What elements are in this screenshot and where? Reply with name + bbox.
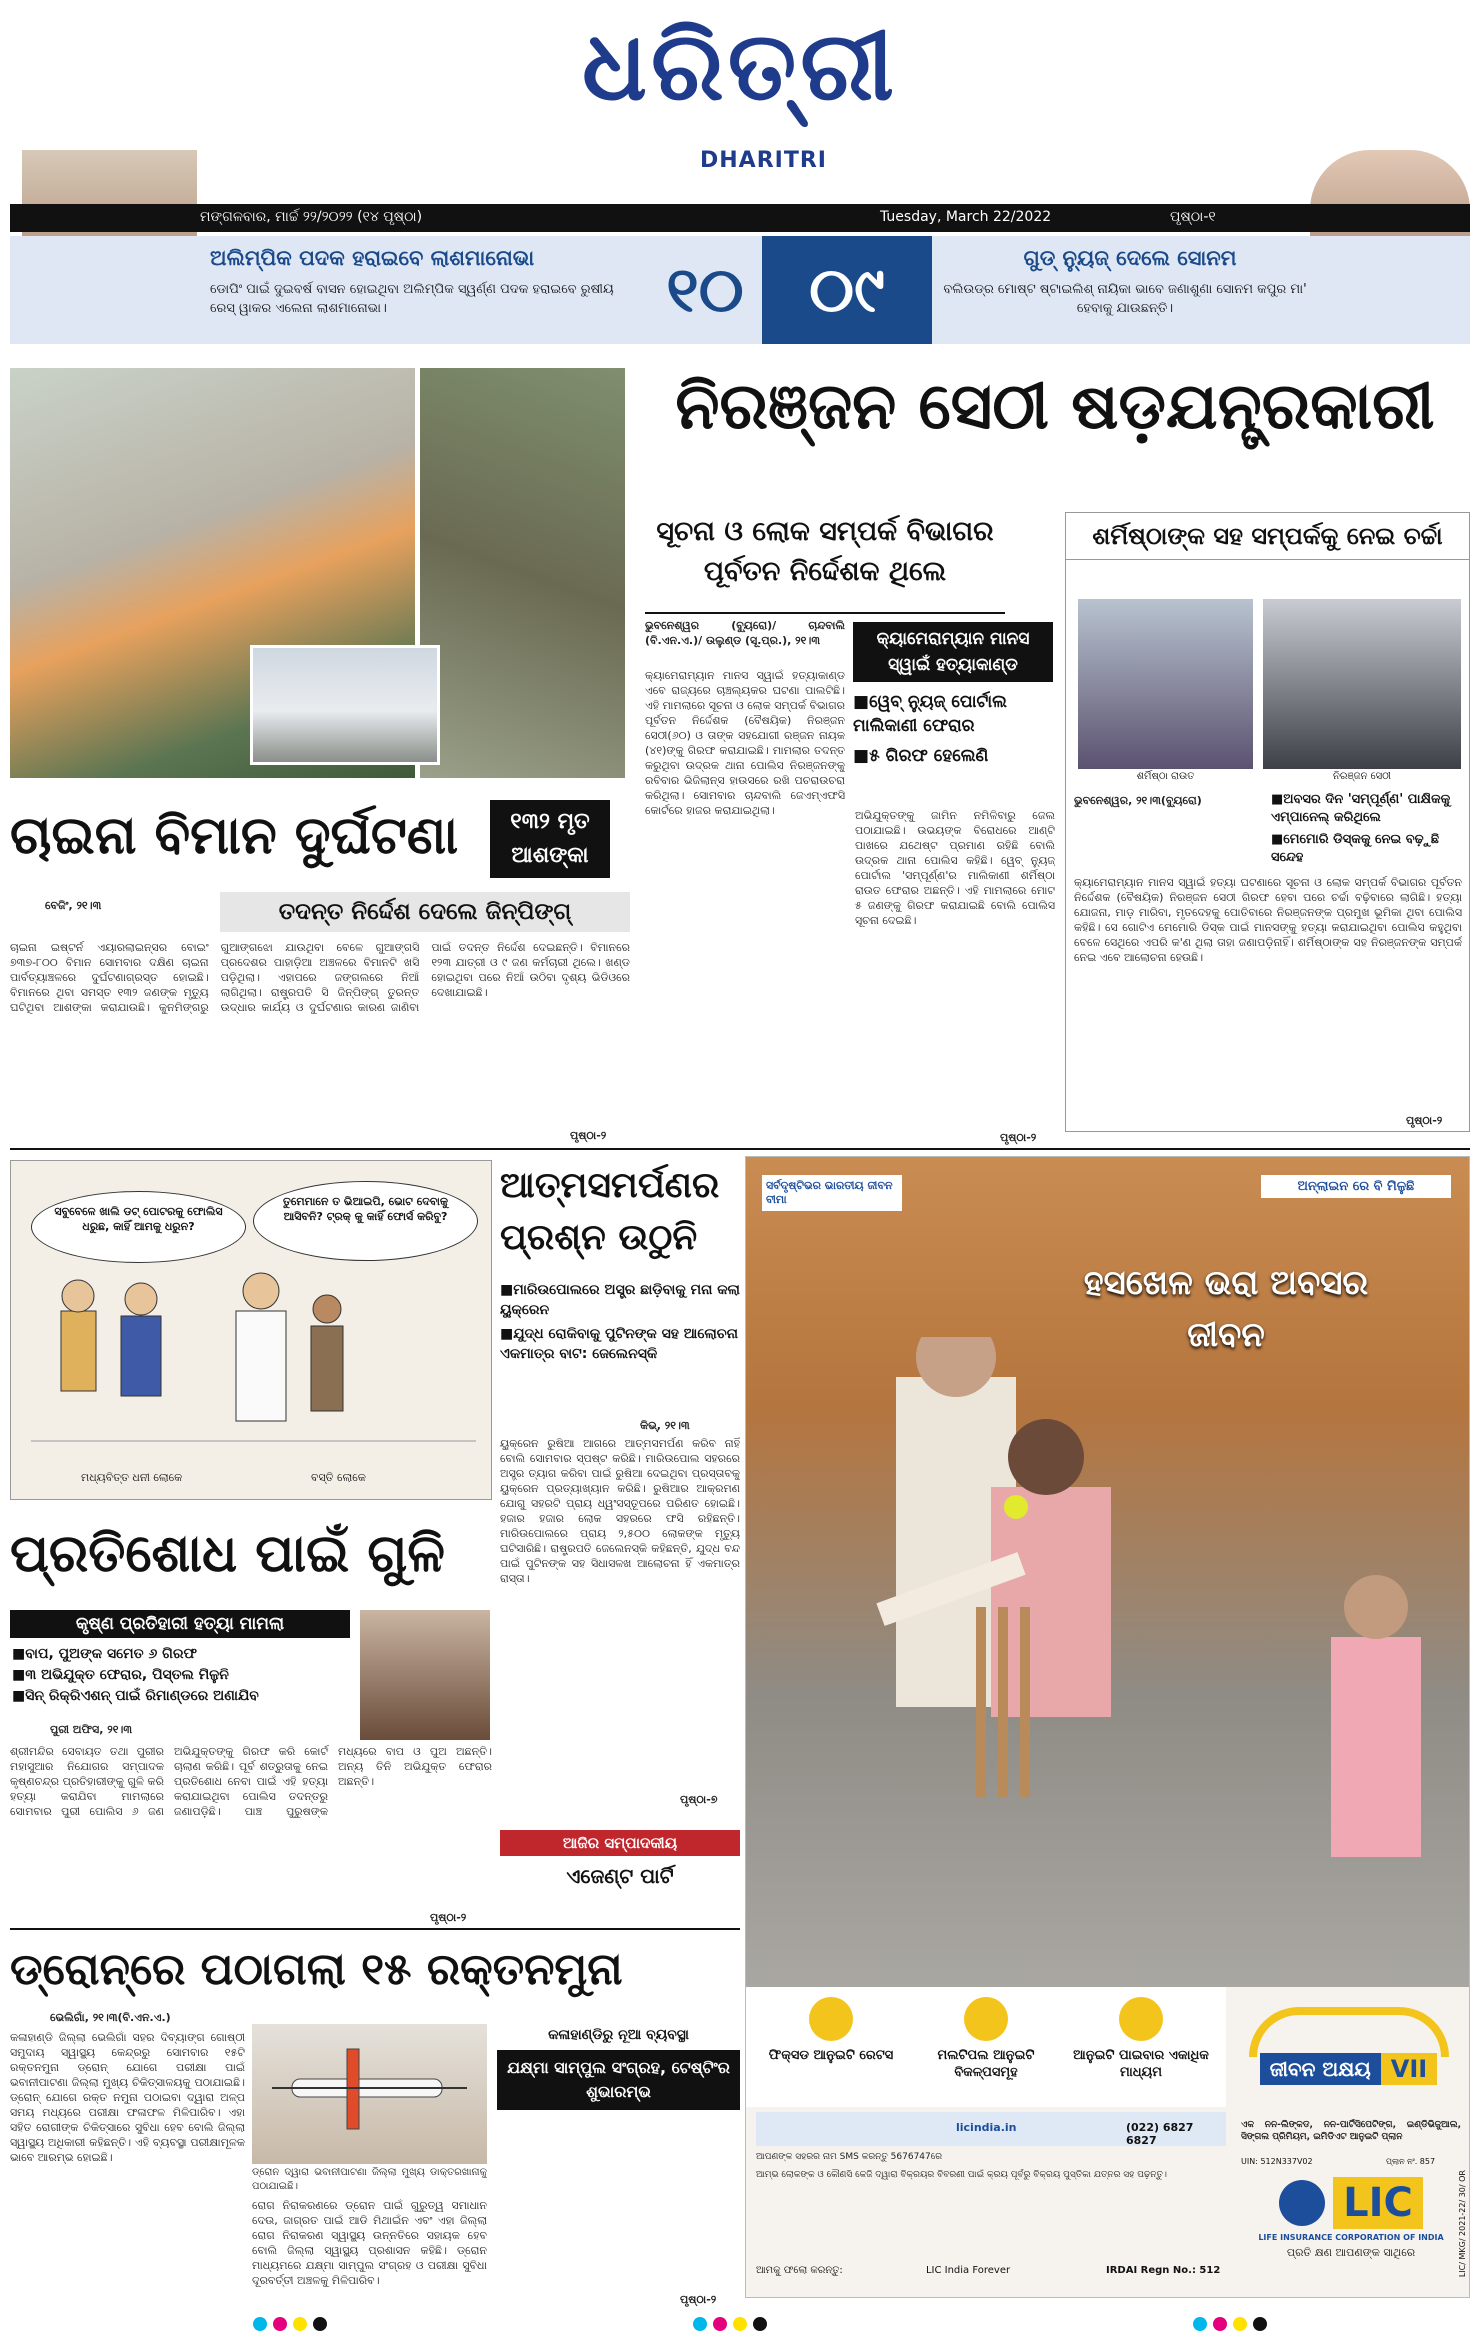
date-odia: ମଙ୍ଗଳବାର, ମାର୍ଚ୍ଚ ୨୨/୨୦୨୨ (୧୪ ପୃଷ୍ଠା): [200, 209, 423, 225]
plan-no: ପ୍ଲାନ ନଂ. 857: [1386, 2157, 1436, 2166]
teaser-left-title: ଅଲିମ୍ପିକ ପଦକ ହରାଇବେ ଲାଶମାନୋଭା: [210, 246, 535, 270]
surrender-point-1: ■ ମାରିଉପୋଲରେ ଅସ୍ତ୍ର ଛାଡ଼ିବାକୁ ମନା କଲା ୟୁକ୍ରେନ: [500, 1280, 740, 1320]
man-1: [61, 1311, 96, 1391]
kalahandi-title: ଯକ୍ଷ୍ମା ସାମ୍ପୁଲ ସଂଗ୍ରହ, ଟେଷ୍ଟିଂର ଶୁଭାରମ୍ଭ: [497, 2050, 740, 2110]
date-english: Tuesday, March 22/2022: [880, 209, 1052, 225]
sharmistha-caption: ଶର୍ମିଷ୍ଠା ରାଉତ: [1136, 771, 1195, 782]
cartoon-bubble-1: ସବୁବେଳେ ଖାଲି ଡଟ୍ ପୋଟରକୁ ଫୋଲିସ ଧରୁଛ, କାହିଁ ଆମକୁ ଧରୁନ?: [31, 1191, 246, 1263]
sharmistha-photo: [1078, 599, 1253, 769]
stump-2: [998, 1607, 1008, 1797]
revenge-continued: ପୃଷ୍ଠା-୨: [430, 1911, 467, 1924]
crash-tag: ୧୩୨ ମୃତ ଆଶଙ୍କା: [490, 800, 610, 878]
drone-dateline: ଭେଲିଗାଁ, ୨୧।୩(ବି.ଏନ.ଏ.): [50, 2011, 171, 2024]
ad-cricket-scene: [786, 1337, 1426, 1957]
uin: UIN: 512N337V02: [1241, 2157, 1313, 2166]
sms-info: ଆପଣଙ୍କ ସହରର ନାମ SMS କରନ୍ତୁ 5676747ରେ: [756, 2152, 943, 2162]
multiple-options-icon: [964, 1997, 1008, 2041]
lic-ad: [745, 1156, 1470, 2298]
teaser-right-title: ଗୁଡ୍ ନ୍ୟୁଜ୍ ଦେଲେ ସୋନମ: [1023, 246, 1237, 270]
follow-label: ଆମକୁ ଫଲୋ କରନ୍ତୁ:: [756, 2265, 843, 2276]
cartoon-bubble-2: ତୁମେମାନେ ତ ଭିଆଇପି, ଭୋଟ ଦେବାକୁ ଆସିବନି? ଟ୍ରକ୍ କୁ କାହିଁ ଫୋର୍ସ କରିବୁ?: [253, 1181, 478, 1261]
jeevan-akshay-logo: [1236, 2007, 1461, 2117]
date-bar: [10, 204, 1470, 232]
lead-dateline: ଭୁବନେଶ୍ୱର (ବ୍ୟୁରୋ)/ ଚାନ୍ଦବାଲି (ବି.ଏନ.ଏ.)/ ଉଲୁଣ୍ଡ (ସୂ.ପ୍ର.), ୨୧।୩: [645, 619, 845, 647]
girl-head: [1344, 1575, 1408, 1639]
lead-body-col-2: ଅଭିଯୁକ୍ତଙ୍କୁ ଜାମିନ ନମିଳିବାରୁ ଜେଲ ପଠାଯାଇଛି। ଉଭୟଙ୍କ ବିରୋଧରେ ଆଣ୍ଟି ପାଖରେ ଯଥେଷ୍ଟ ପ୍ରମାଣ ରହିଛି ବୋଲି ଉଦ୍ରକ ଥାନା ପୋଲିସ କହିଛି। ୱେବ୍ ନ୍ୟୁଜ୍ ପୋର୍ଟାଲ 'ସମ୍ପୂର୍ଣ୍ଣ'ର ମାଲିକାଣୀ ଶର୍ମିଷ୍ଠା ରାଉତ ଫେରାର ଅଛନ୍ତି। ଏହି ମାମଲାରେ ମୋଟ ୫ ଜଣଙ୍କୁ ଗିରଫ କରାଯାଇଛି ବୋଲି ପୋଲିସ ସୂଚନା ଦେଇଛି।: [855, 809, 1055, 927]
logo: [520, 10, 960, 130]
surrender-headline: ଆତ୍ମସମର୍ପଣର ପ୍ରଶ୍ନ ଉଠୁନି: [500, 1165, 720, 1258]
plan-description: ଏକ ନନ-ଲିଙ୍କଡ, ନନ-ପାର୍ଟିସିପେଟିଙ୍ଗ, ଇଣ୍ଡିଭିଜୁଆଲ, ସିଙ୍ଗଲ ପ୍ରିମିୟମ, ଇମିଡିଏଟ ଆନୁଇଟି ପ୍ଲାନ: [1241, 2120, 1461, 2142]
website[interactable]: licindia.in: [956, 2121, 1017, 2134]
worker-head: [313, 1295, 341, 1323]
boy-head: [1008, 1419, 1084, 1495]
fixed-rate-icon: [809, 1997, 853, 2041]
masthead: [0, 0, 1480, 205]
irdai-number: IRDAI Regn No.: 512: [1106, 2265, 1221, 2276]
lic-brand-block: [1241, 2177, 1461, 2289]
lead-headline: ନିରଞ୍ଜନ ସେଠୀ ଷଡ଼ଯନ୍ତ୍ରକାରୀ: [675, 370, 1435, 444]
reg-mark-3: [1190, 2316, 1270, 2335]
surrender-point-2: ■ ଯୁଦ୍ଧ ରୋକିବାକୁ ପୁଟିନଙ୍କ ସହ ଆଲୋଚନା ଏକମାତ୍ର ବାଟ: ଜେଲେନସ୍କି: [500, 1324, 740, 1364]
editorial-label: ଆଜିର ସମ୍ପାଦକୀୟ: [500, 1830, 740, 1856]
plan-name: ଜୀବନ ଅକ୍ଷୟ: [1260, 2053, 1381, 2085]
ad-disclaimer: ଆମ୍ଭ ଲୋକଙ୍କ ଓ କୌଣସି କେଜି ଦ୍ୱାରା ବିକ୍ରୟର ବିବରଣୀ ପାଇଁ କ୍ରୟ ପୂର୍ବରୁ ବିକ୍ରୟ ପୁସ୍ତିକା ଯତ୍ନର ସହ ପଢ଼ନ୍ତୁ।: [756, 2170, 1167, 2180]
lic-tagline: ପ୍ରତି କ୍ଷଣ ଆପଣଙ୍କ ସାଥିରେ: [1286, 2246, 1416, 2259]
cartoon-caption-left: ମଧ୍ୟବିତ୍ତ ଧନୀ ଲୋକେ: [81, 1471, 183, 1484]
surrender-body: ୟୁକ୍ରେନ ରୁଷିଆ ଆଗରେ ଆତ୍ମସମର୍ପଣ କରିବ ନାହିଁ ବୋଲି ସୋମବାର ସ୍ପଷ୍ଟ କରିଛି। ମାରିଉପୋଲ ସହରରେ ଅସ୍ତ୍ର ତ୍ୟାଗ କରିବା ପାଇଁ ରୁଷିଆ ଦେଇଥିବା ପ୍ରସ୍ତାବକୁ ୟୁକ୍ରେନ ପ୍ରତ୍ୟାଖ୍ୟାନ କରିଛି। ରୁଷିଆର ଆକ୍ରମଣ ଯୋଗୁ ସହରଟି ପ୍ରାୟ ଧ୍ୱଂସସ୍ତୂପରେ ପରିଣତ ହୋଇଛି। ହଜାର ହଜାର ଲୋକ ସହରରେ ଫସି ରହିଛନ୍ତି। ମାରିଉପୋଲରେ ପ୍ରାୟ ୨,୫୦୦ ଲୋକଙ୍କ ମୃତ୍ୟୁ ଘଟିସାରିଛି। ରାଷ୍ଟ୍ରପତି ଜେଲେନସ୍କି କହିଛନ୍ତି, ଯୁଦ୍ଧ ବନ୍ଦ ପାଇଁ ପୁଟିନଙ୍କ ସହ ସିଧାସଳଖ ଆଲୋଚନା ହିଁ ଏକମାତ୍ର ରାସ୍ତା।: [500, 1437, 740, 1585]
editorial-title: ଏଜେଣ୍ଟ ପାର୍ଟି: [566, 1864, 674, 1888]
lead-box-title: କ୍ୟାମେରାମ୍ୟାନ ମାନସ ସ୍ୱାଇଁ ହତ୍ୟାକାଣ୍ଡ: [853, 622, 1053, 682]
man-2-head: [125, 1283, 157, 1315]
lead-body-col-1: କ୍ୟାମେରାମ୍ୟାନ ମାନସ ସ୍ୱାଇଁ ହତ୍ୟାକାଣ୍ଡ ଏବେ ରାଜ୍ୟରେ ଚାଞ୍ଚଲ୍ୟକର ଘଟଣା ପାଲଟିଛି। ଏହି ମାମଲାରେ ସୂଚନା ଓ ଲୋକ ସମ୍ପର୍କ ବିଭାଗର ପୂର୍ବତନ ନିର୍ଦ୍ଦେଶକ (ବୈଷୟିକ) ନିରଞ୍ଜନ ସେଠୀ(୬୦) ଓ ତାଙ୍କ ସହଯୋଗୀ ରଞ୍ଜନ ନାୟକ (୪୧)ଙ୍କୁ ଗିରଫ କରାଯାଇଛି। ମାମଲାର ତଦନ୍ତ କରୁଥିବା ଉଦ୍ରକ ଥାନା ପୋଲିସ ନିରଞ୍ଜନଙ୍କୁ ରବିବାର ଭିଜିଲାନ୍ସ ହାଉସରେ ରଖି ପଚରାଉଚରା କରିଥିଲା। ସୋମବାର ଚାନ୍ଦବାଲି ଜେଏମ୍ଏଫସି କୋର୍ଟରେ ହାଜର କରାଯାଇଥିଲା।: [645, 669, 845, 817]
politician-head: [243, 1273, 279, 1309]
cartoon: [10, 1160, 492, 1500]
feature-2: ମଲଟିପଲ ଆନୁଇଟି ବିକଳ୍ପସମୂହ: [911, 1997, 1061, 2081]
stump-3: [1020, 1607, 1030, 1797]
drone-body-2: ରୋଗ ନିରାକରଣରେ ଡ୍ରୋନ ପାଇଁ ଗୁରୁତ୍ୱ ସମାଧାନ ଦେଉ, ଜାଗ୍ରତ ପାଇଁ ଆଡି ମିଥାଇଁନ ଏବଂ ଏହା ଜିଲ୍ଲା ରୋଗ ନିରାକରଣ ସ୍ୱାସ୍ଥ୍ୟ ଉନ୍ନତିରେ ସହାୟକ ହେବ ବୋଲି ଜିଲ୍ଲା ସ୍ୱାସ୍ଥ୍ୟ ପ୍ରଶାସନ କହିଛି। ଡ୍ରୋନ ମାଧ୍ୟମରେ ଯକ୍ଷ୍ମା ସାମ୍ପୁଲ ସଂଗ୍ରହ ଓ ପରୀକ୍ଷା ସୁବିଧା ଦୂରବର୍ତ୍ତୀ ଅଞ୍ଚଳକୁ ମିଳିପାରିବ।: [252, 2199, 487, 2287]
ad-side-code: LIC/ MKG/ 2021-22/ 30/ OR: [1458, 2170, 1467, 2278]
annuity-mode-icon: [1119, 1997, 1163, 2041]
divider-1: [10, 1148, 1470, 1150]
reg-mark-2: [690, 2316, 770, 2335]
side-headline: ଶର୍ମିଷ୍ଠାଙ୍କ ସହ ସମ୍ପର୍କକୁ ନେଇ ଚର୍ଚ୍ଚା: [1066, 513, 1469, 560]
kalahandi-label: କଳାହାଣ୍ଡିରୁ ନୂଆ ବ୍ୟବସ୍ଥା: [548, 2027, 689, 2043]
revenge-tag: କୃଷ୍ଣ ପ୍ରତିହାରୀ ହତ୍ୟା ମାମଲା: [10, 1610, 350, 1638]
revenge-point-3: ■ ସିନ୍ ରିକ୍ରିଏଶନ୍ ପାଇଁ ରିମାଣ୍ଡରେ ଅଣାଯିବ: [12, 1686, 352, 1707]
ad-features: [746, 1987, 1226, 2107]
lead-subhead: ସୂଚନା ଓ ଲୋକ ସମ୍ପର୍କ ବିଭାଗର ପୂର୍ବତନ ନିର୍ଦ୍ଦେଶକ ଥିଲେ: [656, 516, 994, 587]
ad-top-right: ଅନ୍‌ଲାଇନ ରେ ବି ମିଳୁଛି: [1261, 1175, 1451, 1198]
revenge-body: ଶ୍ରୀମନ୍ଦିର ସେବାୟତ ତଥା ପୁରୀର ମହାସୁଆର ନିଯୋଗର ସମ୍ପାଦକ କୃଷ୍ଣଚନ୍ଦ୍ର ପ୍ରତିହାରୀଙ୍କୁ ଗୁଳି କରି ହତ୍ୟା କରାଯିବା ମାମଲାରେ ସୋମବାର ପୁରୀ ପୋଲିସ ୬ ଜଣ ଅଭିଯୁକ୍ତଙ୍କୁ ଗିରଫ କରି କୋର୍ଟ ଚାଲାଣ କରିଛି। ପୂର୍ବ ଶତ୍ରୁତାକୁ ନେଇ ପ୍ରତିଶୋଧ ନେବା ପାଇଁ ଏହି ହତ୍ୟା କରାଯାଇଥିବା ପୋଲିସ ତଦନ୍ତରୁ ଜଣାପଡ଼ିଛି। ପାଞ୍ଚ ପୁରୁଷଙ୍କ ମଧ୍ୟରେ ବାପ ଓ ପୁଅ ଅଛନ୍ତି। ଅନ୍ୟ ତିନି ଅଭିଯୁକ୍ତ ଫେରାର ଅଛନ୍ତି।: [10, 1745, 492, 1818]
side-points: [1271, 791, 1466, 867]
man-2: [121, 1316, 161, 1396]
crash-body: ଚାଇନା ଇଷ୍ଟର୍ନ ଏୟାରଲାଇନ୍ସର ବୋଇଂ ୭୩୭-୮୦୦ ବିମାନ ସୋମବାର ଦକ୍ଷିଣ ଚାଇନା ପାର୍ବତ୍ୟାଞ୍ଚଳରେ ଦୁର୍ଘଟଣାଗ୍ରସ୍ତ ହୋଇଛି। ବିମାନରେ ଥିବା ସମସ୍ତ ୧୩୨ ଜଣଙ୍କ ମୃତ୍ୟୁ ଘଟିଥିବା ଆଶଙ୍କା କରାଯାଉଛି। କୁନମିଙ୍ଗରୁ ଗୁଆଙ୍ଗଝୋ ଯାଉଥିବା ବେଳେ ଗୁଆଙ୍ଗସି ପ୍ରଦେଶର ପାହାଡ଼ିଆ ଅଞ୍ଚଳରେ ବିମାନଟି ଖସି ପଡ଼ିଥିଲା। ଏହାପରେ ଜଙ୍ଗଲରେ ନିଆଁ ଲାଗିଥିଲା। ରାଷ୍ଟ୍ରପତି ସି ଜିନ୍‌ପିଙ୍ଗ୍ ତୁରନ୍ତ ଉଦ୍ଧାର କାର୍ଯ୍ୟ ଓ ଦୁର୍ଘଟଣାର କାରଣ ଜାଣିବା ପାଇଁ ତଦନ୍ତ ନିର୍ଦ୍ଦେଶ ଦେଇଛନ୍ତି। ବିମାନରେ ୧୨୩ ଯାତ୍ରୀ ଓ ୯ ଜଣ କର୍ମଚାରୀ ଥିଲେ। ଖଣ୍ଡ ହୋଇଥିବା ପରେ ନିଆଁ ଉଠିବା ଦୃଶ୍ୟ ଭିଡିଓରେ ଦେଖାଯାଇଛି।: [10, 941, 630, 1014]
side-point-2: ■ ମେମୋରି ଡିସ୍କକୁ ନେଇ ବଢ଼ୁଛି ସନ୍ଦେହ: [1271, 831, 1466, 867]
surrender-dateline: କିଭ୍, ୨୧।୩: [640, 1419, 690, 1432]
boy: [991, 1487, 1111, 1717]
stump-1: [976, 1607, 986, 1797]
phone-number[interactable]: (022) 6827 6827: [1126, 2121, 1194, 2147]
drone-body: କଳାହାଣ୍ଡି ଜିଲ୍ଲା ଭେଲିଗାଁ ସହର ଦିବ୍ୟାଙ୍ଗ ଗୋଷ୍ଠୀ ସମୁଦାୟ ସ୍ୱାସ୍ଥ୍ୟ କେନ୍ଦ୍ରରୁ ସୋମବାର ୧୫ଟି ରକ୍ତନମୁନା ଡ୍ରୋନ୍ ଯୋଗେ ପରୀକ୍ଷା ପାଇଁ ଭବାନୀପାଟଣା ଜିଲ୍ଲା ମୁଖ୍ୟ ଚିକିତ୍ସାଳୟକୁ ପଠାଯାଇଛି। ଡ୍ରୋନ୍ ଯୋଗେ ରକ୍ତ ନମୁନା ପଠାଇବା ଦ୍ୱାରା ଅଳ୍ପ ସମୟ ମଧ୍ୟରେ ପରୀକ୍ଷା ଫଳାଫଳ ମିଳିପାରିବ। ଏହା ସହିତ ରୋଗୀଙ୍କ ଚିକିତ୍ସାରେ ସୁବିଧା ହେବ ବୋଲି ଜିଲ୍ଲା ସ୍ୱାସ୍ଥ୍ୟ ଅଧିକାରୀ କହିଛନ୍ତି। ଏହି ବ୍ୟବସ୍ଥା ପରୀକ୍ଷାମୂଳକ ଭାବେ ଆରମ୍ଭ ହୋଇଛି।: [10, 2031, 245, 2164]
editorial-box: [500, 1830, 740, 1920]
crash-subhead: ତଦନ୍ତ ନିର୍ଦ୍ଦେଶ ଦେଲେ ଜିନ୍‌ପିଙ୍ଗ୍: [220, 892, 630, 932]
cartoon-drawing: [31, 1271, 476, 1466]
revenge-headline: ପ୍ରତିଶୋଧ ପାଇଁ ଗୁଳି: [10, 1524, 445, 1584]
reg-mark-1: [250, 2316, 330, 2335]
drone-photo: [252, 2024, 487, 2164]
revenge-dateline: ପୁରୀ ଅଫିସ, ୨୧।୩: [50, 1723, 133, 1736]
girl: [1331, 1637, 1421, 1857]
side-point-1: ■ ଅବସର ଦିନ 'ସମ୍ପୂର୍ଣ୍ଣ' ପାକ୍ଷିକକୁ ଏମ୍ପାନେଲ୍ କରିଥିଲେ: [1271, 791, 1466, 827]
feature-3: ଆନୁଇଟି ପାଇବାର ଏକାଧିକ ମାଧ୍ୟମ: [1066, 1997, 1216, 2081]
teaser-left-text: ଡୋପିଂ ପାଇଁ ଦୁଇବର୍ଷ ବାସନ ହୋଇଥିବା ଅଲିମ୍ପିକ ସ୍ୱର୍ଣ୍ଣ ପଦକ ହରାଇବେ ରୁଷୀୟ ରେସ୍ ୱାକର ଏଲେନା ଲାଶମାନୋଭା।: [210, 282, 614, 316]
politician: [236, 1311, 286, 1421]
teaser-right-page: ୦୯: [762, 236, 932, 344]
worker: [311, 1326, 343, 1411]
teaser-strip: [10, 236, 1470, 344]
lead-box-point-2: ■ ୫ ଗିରଫ ହେଲେଣି: [853, 744, 1053, 768]
niranjan-caption: ନିରଞ୍ଜନ ସେଠୀ: [1332, 771, 1392, 782]
side-body: କ୍ୟାମେରାମ୍ୟାନ ମାନସ ସ୍ୱାଇଁ ହତ୍ୟା ଘଟଣାରେ ସୂଚନା ଓ ଲୋକ ସମ୍ପର୍କ ବିଭାଗର ପୂର୍ବତନ ନିର୍ଦ୍ଦେଶକ (ବୈଷୟିକ) ନିରଞ୍ଜନ ସେଠୀ ଗିରଫ ହେବା ପରେ ଚର୍ଚ୍ଚା ବଢ଼ିବାରେ ଲାଗିଛି। ହତ୍ୟା ଯୋଜନା, ମାଡ଼ ମାରିବା, ମୃତଦେହକୁ ପୋତିବାରେ ନିରଞ୍ଜନଙ୍କ ପ୍ରମୁଖ ଭୂମିକା ଥିବା ପୋଲିସ କହିଛି। ସେ ଗୋଟିଏ ମେମୋରି ଡିସ୍କ ପାଇଁ ମାନସଙ୍କୁ ହତ୍ୟା କରାଯାଇଥିବା ପୋଲିସ କହୁଥିବା ବେଳେ ସେଥିରେ ଏପରି କ'ଣ ଥିଲା ତାହା ଜଣାପଡ଼ିନାହିଁ। ଶର୍ମିଷ୍ଠାଙ୍କ ସହ ନିରଞ୍ଜନଙ୍କ ସମ୍ପର୍କ ନେଇ ଏବେ ଆଲୋଚନା ହେଉଛି।: [1074, 876, 1462, 964]
lic-full-name: LIFE INSURANCE CORPORATION OF INDIA: [1258, 2233, 1444, 2242]
logo-sub: DHARITRI: [700, 148, 827, 173]
man-1-head: [62, 1280, 94, 1312]
teaser-right-text: ବଲିଉଡ୍‌ର ମୋଷ୍ଟ ଷ୍ଟାଇଲିଶ୍ ନାୟିକା ଭାବେ ଜଣାଶୁଣା ସୋନମ କପୁର ମା' ହେବାକୁ ଯାଉଛନ୍ତି।: [943, 282, 1307, 316]
airplane-photo: [250, 645, 440, 765]
lic-lamp-icon: [1279, 2180, 1325, 2226]
plan-number: VII: [1381, 2053, 1437, 2085]
surrender-points: [500, 1280, 740, 1364]
ad-top-left: ସର୍ବଦୃଷ୍ଟିଭର ଭାରତୀୟ ଜୀବନ ବୀମା: [762, 1175, 902, 1211]
drone-continued: ପୃଷ୍ଠା-୨: [680, 2293, 717, 2306]
drone-photo-caption: ଡ୍ରୋନ ଦ୍ୱାରା ଭବାନୀପାଟଣା ଜିଲ୍ଲା ମୁଖ୍ୟ ଡାକ୍ତରଖାନାକୁ ପଠାଯାଇଛି।: [252, 2167, 487, 2192]
lead-rule: [645, 612, 1005, 614]
page-number: ପୃଷ୍ଠା-୧: [1170, 209, 1216, 225]
niranjan-photo: [1263, 599, 1461, 769]
crash-dateline: ବେଜିଂ, ୨୧।୩: [45, 899, 102, 912]
logo-text: ଧରିତ୍ରୀ: [582, 10, 898, 122]
crash-headline: ଚାଇନା ବିମାନ ଦୁର୍ଘଟଣା: [10, 806, 459, 866]
feature-1: ଫିକ୍ସଡ ଆନୁଇଟି ରେଟସ: [756, 1997, 906, 2064]
revenge-point-2: ■ ୩ ଅଭିଯୁକ୍ତ ଫେରାର, ପିସ୍ତଲ ମିଳୁନି: [12, 1665, 352, 1686]
lead-box-point-1: ■ ୱେବ୍ ନ୍ୟୁଜ୍ ପୋର୍ଟାଲ ମାଲିକାଣୀ ଫେରାର: [853, 690, 1053, 738]
ad-tagline: ହସଖେଳ ଭରା ଅବସର ଜୀବନ: [1083, 1263, 1369, 1355]
divider-2: [10, 1928, 740, 1930]
teaser-left-page: ୧୦: [666, 253, 744, 326]
lead-continued: ପୃଷ୍ଠା-୨: [1000, 1131, 1037, 1144]
cartoon-caption-right: ବସ୍ତି ଲୋକେ: [311, 1471, 366, 1484]
registration-marks: [0, 2312, 1480, 2336]
drone-drawing: [252, 2024, 487, 2164]
crash-debris-photo: [420, 368, 625, 778]
ball: [1004, 1495, 1028, 1519]
krushna-photo: [360, 1610, 490, 1740]
revenge-point-1: ■ ବାପ, ପୁଅଙ୍କ ସମେତ ୬ ଗିରଫ: [12, 1644, 352, 1665]
lead-box: [853, 622, 1053, 802]
side-dateline: ଭୁବନେଶ୍ୱର, ୨୧।୩(ବ୍ୟୁରୋ): [1074, 794, 1202, 807]
revenge-points: [12, 1644, 352, 1707]
lic-brand: LIC: [1333, 2177, 1423, 2229]
kalahandi-box: [497, 2024, 740, 2134]
contact-row: [756, 2112, 1226, 2146]
drone-headline: ଡ୍ରୋନ୍‌ରେ ପଠାଗଲା ୧୫ ରକ୍ତନମୁନା: [10, 1944, 623, 1995]
rainbow-icon: [1249, 2007, 1449, 2057]
social-handle[interactable]: LIC India Forever: [925, 2265, 1011, 2276]
side-story: [1065, 512, 1470, 1132]
crash-continued: ପୃଷ୍ଠା-୨: [570, 1129, 607, 1142]
side-continued: ପୃଷ୍ଠା-୨: [1406, 1114, 1443, 1127]
surrender-continued: ପୃଷ୍ଠା-୭: [680, 1793, 718, 1806]
